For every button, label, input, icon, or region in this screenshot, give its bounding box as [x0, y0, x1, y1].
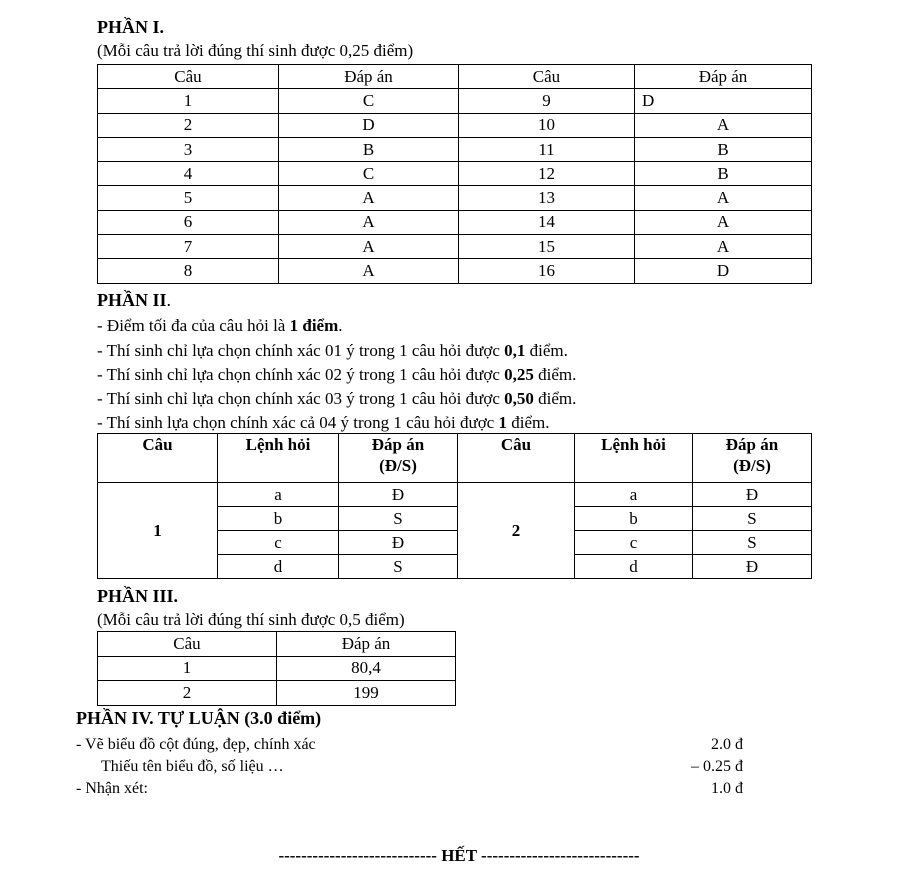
table-cell: 8 — [98, 259, 279, 283]
rule-text: - Thí sinh lựa chọn chính xác cả 04 ý trong 1 câu hỏi được — [97, 413, 499, 432]
table-header-row — [98, 632, 456, 657]
part2-rule — [97, 339, 568, 363]
table-cell: 14 — [459, 210, 635, 234]
part2-rule — [97, 363, 576, 387]
end-marker — [0, 846, 918, 866]
table-row — [98, 113, 812, 137]
table-cell: A — [635, 186, 812, 210]
table-cell: A — [279, 210, 459, 234]
table-cell: Đ — [693, 555, 812, 579]
table-cell: 3 — [98, 137, 279, 161]
table-row — [98, 186, 812, 210]
table-row — [98, 235, 812, 259]
table-cell: b — [575, 507, 693, 531]
table-cell: C — [279, 89, 459, 113]
rule-bold: 0,1 — [504, 341, 526, 360]
rule-bold: 0,50 — [504, 389, 534, 408]
table-cell: A — [635, 210, 812, 234]
table-cell: S — [693, 507, 812, 531]
question-number: 1 — [98, 483, 218, 579]
table-cell: S — [693, 531, 812, 555]
header-cell: Câu — [98, 65, 279, 89]
header-cell: Câu — [98, 632, 277, 657]
rule-text: - Thí sinh chỉ lựa chọn chính xác 02 ý trong 1 câu hỏi được — [97, 365, 505, 384]
table-cell: c — [218, 531, 339, 555]
rule-text: - Thí sinh chỉ lựa chọn chính xác 03 ý trong 1 câu hỏi được — [97, 389, 505, 408]
part2-table — [97, 433, 812, 579]
rule-text: điểm. — [533, 365, 577, 384]
table-cell: B — [635, 137, 812, 161]
table-cell: 11 — [459, 137, 635, 161]
table-cell: a — [218, 483, 339, 507]
table-cell: 15 — [459, 235, 635, 259]
part4-line-text: - Vẽ biểu đồ cột đúng, đẹp, chính xác — [76, 736, 316, 753]
table-cell: 7 — [98, 235, 279, 259]
header-cell: Lệnh hỏi — [575, 434, 693, 483]
header-cell: Câu — [98, 434, 218, 483]
table-cell: 16 — [459, 259, 635, 283]
part2-title — [97, 290, 171, 311]
table-cell: d — [575, 555, 693, 579]
part2-rule — [97, 411, 549, 435]
table-cell: S — [339, 555, 458, 579]
part1-note: (Mỗi câu trả lời đúng thí sinh được 0,25 điểm) — [97, 41, 414, 60]
table-cell: A — [635, 235, 812, 259]
table-cell: b — [218, 507, 339, 531]
header-line: (Đ/S) — [379, 456, 417, 475]
table-header-row — [98, 434, 812, 483]
table-cell: C — [279, 162, 459, 186]
table-cell: B — [635, 162, 812, 186]
table-row — [98, 89, 812, 113]
table-cell: 10 — [459, 113, 635, 137]
part3-note: (Mỗi câu trả lời đúng thí sinh được 0,5 điểm) — [97, 610, 405, 629]
part2-rule — [97, 387, 576, 411]
table-cell: 13 — [459, 186, 635, 210]
part4-line-score: – 0.25 đ — [691, 758, 743, 775]
table-cell: D — [635, 259, 812, 283]
part4-title: PHẦN IV. TỰ LUẬN (3.0 điểm) — [76, 708, 322, 728]
table-row — [98, 656, 456, 681]
part4-line-text: - Nhận xét: — [76, 780, 148, 797]
dashes-right: ---------------------------- — [481, 846, 640, 865]
table-cell: Đ — [693, 483, 812, 507]
table-cell: 12 — [459, 162, 635, 186]
part1-table — [97, 64, 812, 284]
rule-text: điểm. — [506, 413, 550, 432]
table-cell: 80,4 — [277, 656, 456, 681]
rule-text: điểm. — [525, 341, 568, 360]
table-cell: 199 — [277, 681, 456, 706]
rule-bold: 1 — [498, 413, 507, 432]
header-line: (Đ/S) — [733, 456, 771, 475]
rule-bold: 0,25 — [504, 365, 534, 384]
header-cell — [339, 434, 458, 483]
table-cell: 1 — [98, 89, 279, 113]
dashes-left: ---------------------------- — [278, 846, 437, 865]
table-cell: d — [218, 555, 339, 579]
table-row — [98, 681, 456, 706]
header-cell — [693, 434, 812, 483]
header-line: Đáp án — [371, 435, 425, 454]
table-row — [98, 259, 812, 283]
table-cell: a — [575, 483, 693, 507]
rule-text: . — [338, 316, 343, 335]
table-cell: B — [279, 137, 459, 161]
rule-bold: 1 điểm — [289, 316, 339, 335]
table-row — [98, 137, 812, 161]
table-cell: 1 — [98, 656, 277, 681]
header-line: Đáp án — [725, 435, 779, 454]
end-text: HẾT — [441, 846, 477, 865]
table-cell: 6 — [98, 210, 279, 234]
table-cell: Đ — [339, 483, 458, 507]
part4-line-text: Thiếu tên biểu đồ, số liệu … — [101, 758, 284, 775]
table-row — [98, 483, 812, 507]
table-cell: A — [279, 235, 459, 259]
question-number: 2 — [458, 483, 575, 579]
part4-line-score: 1.0 đ — [711, 780, 743, 797]
part4-line-score: 2.0 đ — [711, 736, 743, 753]
header-cell: Đáp án — [279, 65, 459, 89]
header-cell: Câu — [458, 434, 575, 483]
table-cell: 9 — [459, 89, 635, 113]
table-cell: D — [635, 89, 812, 113]
table-cell: Đ — [339, 531, 458, 555]
table-cell: A — [635, 113, 812, 137]
part2-title-dot: . — [166, 290, 172, 310]
rule-text: - Điểm tối đa của câu hỏi là — [97, 316, 290, 335]
table-cell: A — [279, 186, 459, 210]
table-cell: 5 — [98, 186, 279, 210]
header-cell: Đáp án — [635, 65, 812, 89]
part3-title: PHẦN III. — [97, 586, 179, 606]
header-cell: Câu — [459, 65, 635, 89]
rule-text: - Thí sinh chỉ lựa chọn chính xác 01 ý trong 1 câu hỏi được — [97, 341, 505, 360]
part2-title-text: PHẦN II — [97, 290, 167, 310]
table-cell: A — [279, 259, 459, 283]
header-cell: Lệnh hỏi — [218, 434, 339, 483]
table-cell: 2 — [98, 113, 279, 137]
rule-text: điểm. — [533, 389, 577, 408]
table-row — [98, 210, 812, 234]
table-header-row — [98, 65, 812, 89]
header-cell: Đáp án — [277, 632, 456, 657]
table-cell: S — [339, 507, 458, 531]
part1-title: PHẦN I. — [97, 17, 164, 37]
table-row — [98, 162, 812, 186]
part2-rule — [97, 314, 343, 338]
part3-table — [97, 631, 456, 706]
table-cell: c — [575, 531, 693, 555]
table-cell: D — [279, 113, 459, 137]
table-cell: 4 — [98, 162, 279, 186]
table-cell: 2 — [98, 681, 277, 706]
